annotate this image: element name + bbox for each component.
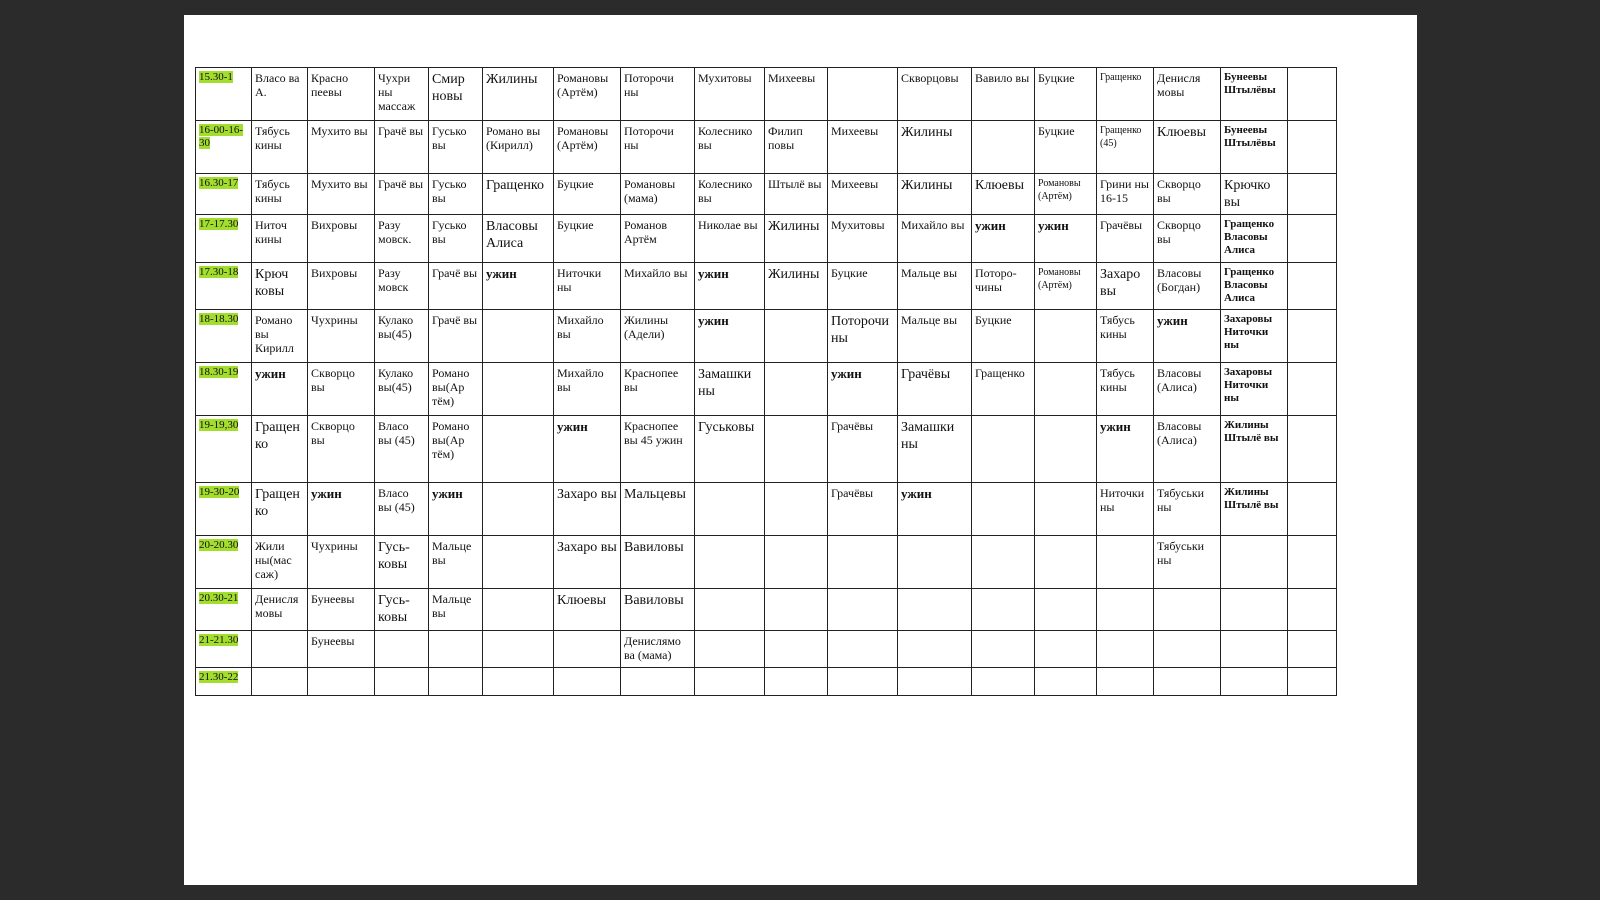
schedule-cell: Тябуськи ны [1154,483,1221,536]
schedule-cell: Ниточ кины [252,215,308,263]
schedule-cell [898,631,972,668]
schedule-cell: Тябусь кины [1097,310,1154,363]
schedule-cell: Власовы (Алиса) [1154,363,1221,416]
schedule-cell: Крюч ковы [252,263,308,310]
time-slot-label: 17-17.30 [199,218,239,230]
schedule-cell [1288,483,1337,536]
schedule-cell: Чухри ны массаж [375,68,429,121]
schedule-cell [1221,589,1288,631]
schedule-cell [375,668,429,696]
time-slot-label: 16-00-16-30 [199,124,243,149]
schedule-cell [898,536,972,589]
time-slot-label: 20-20.30 [199,539,239,551]
schedule-cell: Грачёвы [898,363,972,416]
schedule-cell: Клюевы [554,589,621,631]
schedule-cell: Штылё вы [765,174,828,215]
schedule-cell: Жили ны(мас саж) [252,536,308,589]
schedule-cell [1288,174,1337,215]
time-slot-label: 15.30-1 [199,71,233,83]
time-slot-cell [196,215,252,263]
schedule-cell: Мухито вы [308,121,375,174]
schedule-cell: Михеевы [828,174,898,215]
schedule-cell [1154,631,1221,668]
schedule-cell [972,668,1035,696]
schedule-cell: Колеснико вы [695,174,765,215]
schedule-cell: Грачё вы [375,121,429,174]
schedule-cell: Романовы (Артём) [554,121,621,174]
schedule-cell: Михеевы [828,121,898,174]
schedule-cell [1221,668,1288,696]
schedule-cell: Тябусь кины [1097,363,1154,416]
schedule-cell [828,631,898,668]
schedule-cell: Михеевы [765,68,828,121]
schedule-row [196,263,1337,310]
schedule-cell: Бунеевы [308,631,375,668]
schedule-cell [695,536,765,589]
schedule-cell: Бунеевы Штылёвы [1221,68,1288,121]
schedule-cell [1154,668,1221,696]
schedule-cell [1288,363,1337,416]
time-slot-label: 19-30-20 [199,486,240,498]
schedule-cell: Красно пеевы [308,68,375,121]
schedule-row [196,363,1337,416]
schedule-cell: Мальцевы [621,483,695,536]
schedule-cell: ужин [828,363,898,416]
schedule-cell: Поторочи ны [828,310,898,363]
schedule-cell [828,68,898,121]
time-slot-cell [196,631,252,668]
schedule-cell [1288,68,1337,121]
schedule-cell: Краснопее вы 45 ужин [621,416,695,483]
schedule-cell: Николае вы [695,215,765,263]
schedule-cell [765,310,828,363]
schedule-cell: Жилины Штылё вы [1221,483,1288,536]
schedule-cell: Скворцо вы [308,363,375,416]
schedule-cell [828,589,898,631]
time-slot-label: 18.30-19 [199,366,239,378]
time-slot-cell [196,483,252,536]
schedule-cell [972,416,1035,483]
schedule-cell: Гращенко [483,174,554,215]
schedule-cell: Клюевы [1154,121,1221,174]
schedule-cell: Кулако вы(45) [375,363,429,416]
time-slot-cell [196,536,252,589]
schedule-cell: Грачё вы [429,263,483,310]
schedule-row [196,416,1337,483]
schedule-cell: Гращенко Власовы Алиса [1221,215,1288,263]
schedule-cell [483,536,554,589]
schedule-row [196,668,1337,696]
schedule-cell [695,631,765,668]
schedule-cell [483,589,554,631]
schedule-cell: Михайло вы [898,215,972,263]
schedule-cell: Скворцовы [898,68,972,121]
schedule-cell: Жилины [765,215,828,263]
schedule-cell: Чухрины [308,310,375,363]
schedule-cell: Власо вы (45) [375,483,429,536]
time-slot-label: 20.30-21 [199,592,239,604]
schedule-cell [695,589,765,631]
time-slot-cell [196,416,252,483]
schedule-cell [1154,589,1221,631]
schedule-cell: ужин [898,483,972,536]
schedule-cell [1035,589,1097,631]
schedule-cell: Михайло вы [554,310,621,363]
schedule-cell [1288,121,1337,174]
schedule-cell: Крючко вы [1221,174,1288,215]
schedule-cell [1288,215,1337,263]
time-slot-label: 21.30-22 [199,671,239,683]
schedule-cell: Захаро вы [554,483,621,536]
schedule-cell: Жилины [898,121,972,174]
schedule-cell: ужин [1035,215,1097,263]
schedule-cell [483,310,554,363]
schedule-cell [765,483,828,536]
schedule-cell [252,668,308,696]
time-slot-cell [196,174,252,215]
schedule-cell [695,483,765,536]
schedule-cell: Бунеевы [308,589,375,631]
schedule-cell [483,416,554,483]
time-slot-cell [196,668,252,696]
schedule-cell: Краснопее вы [621,363,695,416]
schedule-cell: Буцкие [1035,68,1097,121]
schedule-cell [1035,536,1097,589]
schedule-row [196,215,1337,263]
schedule-cell: Замашки ны [695,363,765,416]
schedule-cell [765,536,828,589]
schedule-cell: ужин [1154,310,1221,363]
schedule-cell [483,483,554,536]
schedule-cell: Вихровы [308,263,375,310]
schedule-cell [375,631,429,668]
schedule-cell: Буцкие [1035,121,1097,174]
schedule-cell: Буцкие [554,174,621,215]
time-slot-cell [196,68,252,121]
time-slot-cell [196,589,252,631]
schedule-cell: Тябуськи ны [1154,536,1221,589]
schedule-row [196,68,1337,121]
schedule-cell: Вихровы [308,215,375,263]
schedule-cell [1288,416,1337,483]
schedule-cell: Мухитовы [695,68,765,121]
schedule-cell: Романовы (Артём) [1035,263,1097,310]
schedule-cell [1035,483,1097,536]
schedule-cell: Гусь-ковы [375,589,429,631]
time-slot-cell [196,263,252,310]
time-slot-cell [196,310,252,363]
schedule-cell: Буцкие [972,310,1035,363]
schedule-cell: Грачёвы [1097,215,1154,263]
schedule-row [196,310,1337,363]
schedule-cell [765,363,828,416]
schedule-cell: Вавило вы [972,68,1035,121]
schedule-cell: Разу мовск [375,263,429,310]
schedule-cell: Михайло вы [621,263,695,310]
schedule-cell: ужин [252,363,308,416]
schedule-cell [252,631,308,668]
schedule-cell [1097,631,1154,668]
schedule-cell [765,416,828,483]
schedule-cell: Ниточки ны [554,263,621,310]
schedule-cell: Власовы Алиса [483,215,554,263]
schedule-cell: Жилины Штылё вы [1221,416,1288,483]
schedule-cell: Грачё вы [429,310,483,363]
schedule-cell [483,668,554,696]
schedule-cell [554,631,621,668]
schedule-cell: Романовы (мама) [621,174,695,215]
schedule-cell: Гращенко (45) [1097,121,1154,174]
schedule-cell [1288,310,1337,363]
schedule-cell [1035,631,1097,668]
schedule-cell: Разу мовск. [375,215,429,263]
schedule-cell: ужин [429,483,483,536]
schedule-cell [972,121,1035,174]
schedule-table [195,67,1337,696]
schedule-cell: Жилины [898,174,972,215]
schedule-cell [828,536,898,589]
time-slot-label: 19-19,30 [199,419,239,431]
schedule-cell [1035,416,1097,483]
schedule-cell: Гусько вы [429,215,483,263]
schedule-cell: Мальце вы [898,263,972,310]
schedule-cell [429,631,483,668]
schedule-cell: Мальце вы [429,536,483,589]
schedule-cell: Мухитовы [828,215,898,263]
schedule-cell [1288,668,1337,696]
schedule-cell [1097,589,1154,631]
schedule-cell [1221,536,1288,589]
schedule-row [196,174,1337,215]
schedule-cell [695,668,765,696]
schedule-cell [972,631,1035,668]
schedule-cell: Захаровы Ниточки ны [1221,363,1288,416]
schedule-cell [483,631,554,668]
schedule-cell [1035,363,1097,416]
schedule-cell: Кулако вы(45) [375,310,429,363]
schedule-cell: Гращен ко [252,416,308,483]
schedule-cell: ужин [1097,416,1154,483]
schedule-cell: Грачё вы [375,174,429,215]
schedule-cell [828,668,898,696]
schedule-cell: Романо вы (Кирилл) [483,121,554,174]
schedule-cell: Гусь-ковы [375,536,429,589]
schedule-cell [308,668,375,696]
schedule-cell [1097,536,1154,589]
time-slot-cell [196,363,252,416]
schedule-cell: ужин [554,416,621,483]
schedule-cell: ужин [483,263,554,310]
schedule-cell: Скворцо вы [1154,174,1221,215]
schedule-cell: Гращен ко [252,483,308,536]
schedule-cell: Мальце вы [429,589,483,631]
time-slot-label: 17.30-18 [199,266,239,278]
schedule-cell: Грини ны 16-15 [1097,174,1154,215]
schedule-cell [765,631,828,668]
schedule-cell: Скворцо вы [308,416,375,483]
schedule-cell: Жилины [765,263,828,310]
time-slot-label: 21-21.30 [199,634,239,646]
schedule-cell: Колеснико вы [695,121,765,174]
schedule-cell: Романовы (Артём) [1035,174,1097,215]
schedule-cell [429,668,483,696]
schedule-cell: Власовы (Алиса) [1154,416,1221,483]
schedule-cell: Захаро вы [554,536,621,589]
schedule-cell: Вавиловы [621,589,695,631]
schedule-cell: Филип повы [765,121,828,174]
schedule-cell [972,536,1035,589]
schedule-cell [898,668,972,696]
schedule-cell: Чухрины [308,536,375,589]
schedule-cell [1288,536,1337,589]
schedule-cell: Гуськовы [695,416,765,483]
schedule-cell [1035,668,1097,696]
schedule-cell: Клюевы [972,174,1035,215]
schedule-cell [1035,310,1097,363]
schedule-cell: Гращенко [1097,68,1154,121]
schedule-cell: Гусько вы [429,121,483,174]
schedule-cell: Гращенко Власовы Алиса [1221,263,1288,310]
schedule-cell: Поторочи ны [621,68,695,121]
schedule-cell [898,589,972,631]
schedule-cell: Романов Артём [621,215,695,263]
time-slot-label: 18-18.30 [199,313,239,325]
schedule-cell: Грачёвы [828,483,898,536]
schedule-cell [1288,631,1337,668]
schedule-cell: Жилины (Адели) [621,310,695,363]
time-slot-cell [196,121,252,174]
schedule-cell: Замашки ны [898,416,972,483]
schedule-cell [1288,263,1337,310]
schedule-cell: ужин [695,310,765,363]
schedule-cell [621,668,695,696]
schedule-cell: Буцкие [554,215,621,263]
schedule-row [196,536,1337,589]
schedule-row [196,589,1337,631]
schedule-cell [483,363,554,416]
schedule-cell: Бунеевы Штылёвы [1221,121,1288,174]
schedule-cell: Ниточки ны [1097,483,1154,536]
schedule-cell: Власо ва А. [252,68,308,121]
schedule-cell: Гращенко [972,363,1035,416]
schedule-cell: Денислямо ва (мама) [621,631,695,668]
schedule-row [196,483,1337,536]
schedule-cell: Буцкие [828,263,898,310]
schedule-cell [765,668,828,696]
schedule-cell: Грачёвы [828,416,898,483]
schedule-cell: Власовы (Богдан) [1154,263,1221,310]
schedule-row [196,121,1337,174]
schedule-cell [765,589,828,631]
schedule-cell [972,483,1035,536]
schedule-cell: Романовы (Артём) [554,68,621,121]
schedule-cell: ужин [308,483,375,536]
schedule-cell [554,668,621,696]
schedule-cell: Вавиловы [621,536,695,589]
schedule-cell: Поторочи ны [621,121,695,174]
schedule-cell: Жилины [483,68,554,121]
schedule-cell [1288,589,1337,631]
schedule-cell [972,589,1035,631]
schedule-cell: Смир новы [429,68,483,121]
schedule-cell: Тябусь кины [252,174,308,215]
schedule-cell [1221,631,1288,668]
schedule-cell: ужин [695,263,765,310]
schedule-cell: Власо вы (45) [375,416,429,483]
schedule-cell: Захаро вы [1097,263,1154,310]
schedule-cell: ужин [972,215,1035,263]
schedule-cell: Денисля мовы [1154,68,1221,121]
schedule-cell: Тябусь кины [252,121,308,174]
schedule-cell: Романо вы(Ар тём) [429,416,483,483]
schedule-row [196,631,1337,668]
schedule-cell: Денисля мовы [252,589,308,631]
schedule-cell: Михайло вы [554,363,621,416]
schedule-cell: Захаровы Ниточки ны [1221,310,1288,363]
schedule-cell: Романо вы(Ар тём) [429,363,483,416]
time-slot-label: 16.30-17 [199,177,239,189]
schedule-cell: Романо вы Кирилл [252,310,308,363]
schedule-cell: Мухито вы [308,174,375,215]
schedule-cell: Гусько вы [429,174,483,215]
schedule-cell: Мальце вы [898,310,972,363]
document-page [184,15,1417,885]
schedule-cell: Поторо-чины [972,263,1035,310]
schedule-cell: Скворцо вы [1154,215,1221,263]
schedule-cell [1097,668,1154,696]
